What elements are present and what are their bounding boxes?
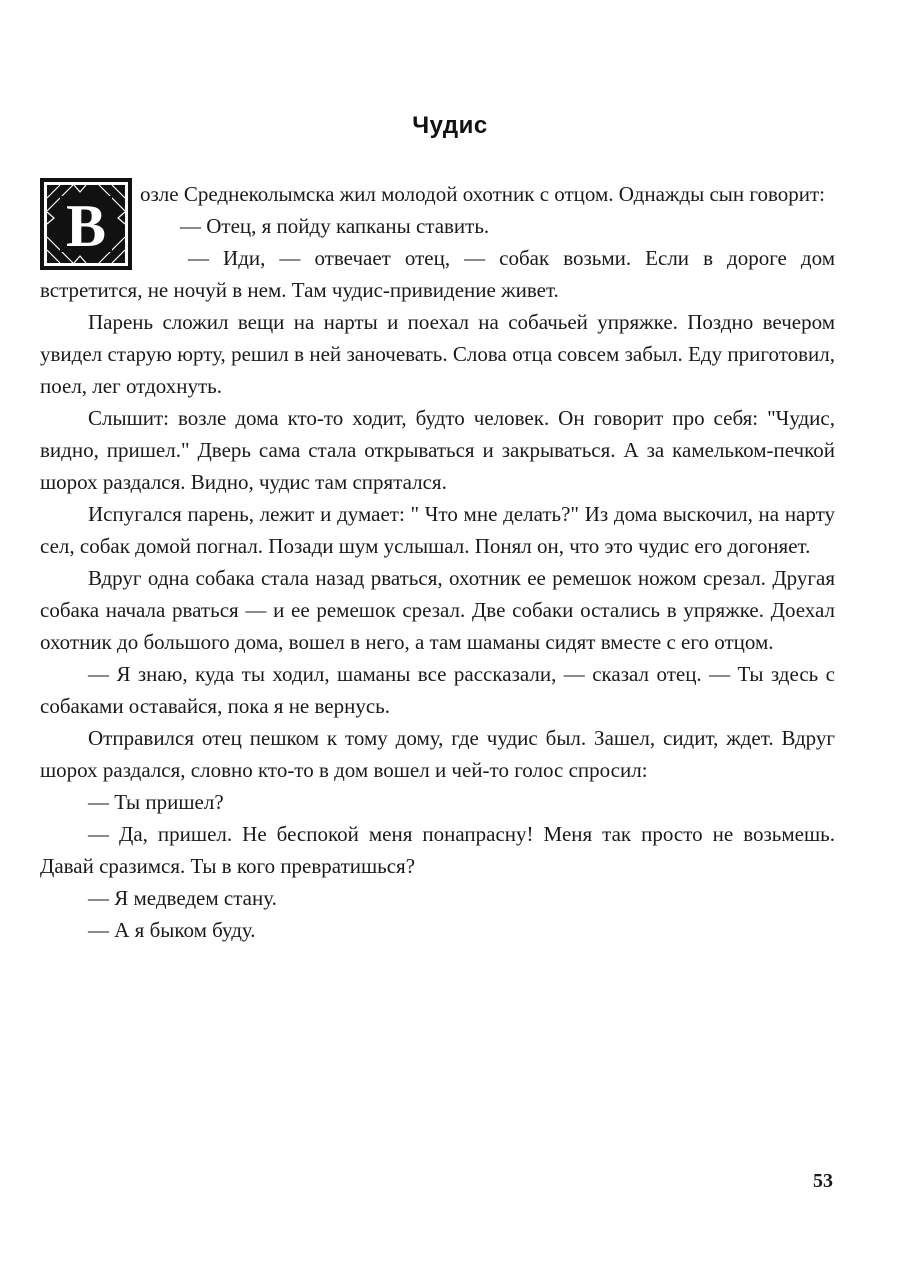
paragraph: Отправился отец пешком к тому дому, где чудис был. Зашел, сидит, ждет. Вдруг шорох раздался, словно кто-то в дом вошел и чей-то голос спросил: [40,726,835,782]
paragraph: — Да, пришел. Не беспокой меня понапрасну! Меня так просто не возьмешь. Давай сразимся. Ты в кого превратишься? [40,822,835,878]
page-number: 53 [813,1170,833,1192]
paragraph: — Ты пришел? [88,790,224,814]
paragraph: Вдруг одна собака стала назад рваться, охотник ее ремешок ножом срезал. Другая собака начала рваться — и ее ремешок срезал. Две собаки остались в упряжке. Доехал охотник до большого дома, вошел в него, а там шаманы сидят вместе с его отцом. [40,566,835,654]
paragraph: — А я быком буду. [88,918,256,942]
dropcap-ornament-icon [40,178,132,270]
dropcap-letter: В [65,193,107,259]
paragraph: — Иди, — отвечает отец, — собак возьми. Если в дороге дом встретится, не ночуй в нем. Там чудис-привидение живет. [40,246,835,302]
paragraph: Испугался парень, лежит и думает: " Что мне делать?" Из дома выскочил, на нарту сел, собак домой погнал. Позади шум услышал. Понял он, что это чудис его догоняет. [40,502,835,558]
paragraph: — Я знаю, куда ты ходил, шаманы все рассказали, — сказал отец. — Ты здесь с собаками оставайся, пока я не вернусь. [40,662,835,718]
paragraph: — Я медведем стану. [88,886,277,910]
paragraph: Парень сложил вещи на нарты и поехал на собачьей упряжке. Поздно вечером увидел старую юрту, решил в ней заночевать. Слова отца совсем забыл. Еду приготовил, поел, лег отдохнуть. [40,310,835,398]
paragraph: Слышит: возле дома кто-то ходит, будто человек. Он говорит про себя: "Чудис, видно, пришел." Дверь сама стала открываться и закрываться. А за камельком-печкой шорох раздался. Видно, чудис там спрятался. [40,406,835,494]
paragraph: — Отец, я пойду капканы ставить. [180,214,490,238]
paragraph-text: озле Среднеколымска жил молодой охотник с отцом. Однажды сын говорит: [140,182,826,206]
story-title: Чудис [412,112,488,139]
story-text [40,178,835,946]
